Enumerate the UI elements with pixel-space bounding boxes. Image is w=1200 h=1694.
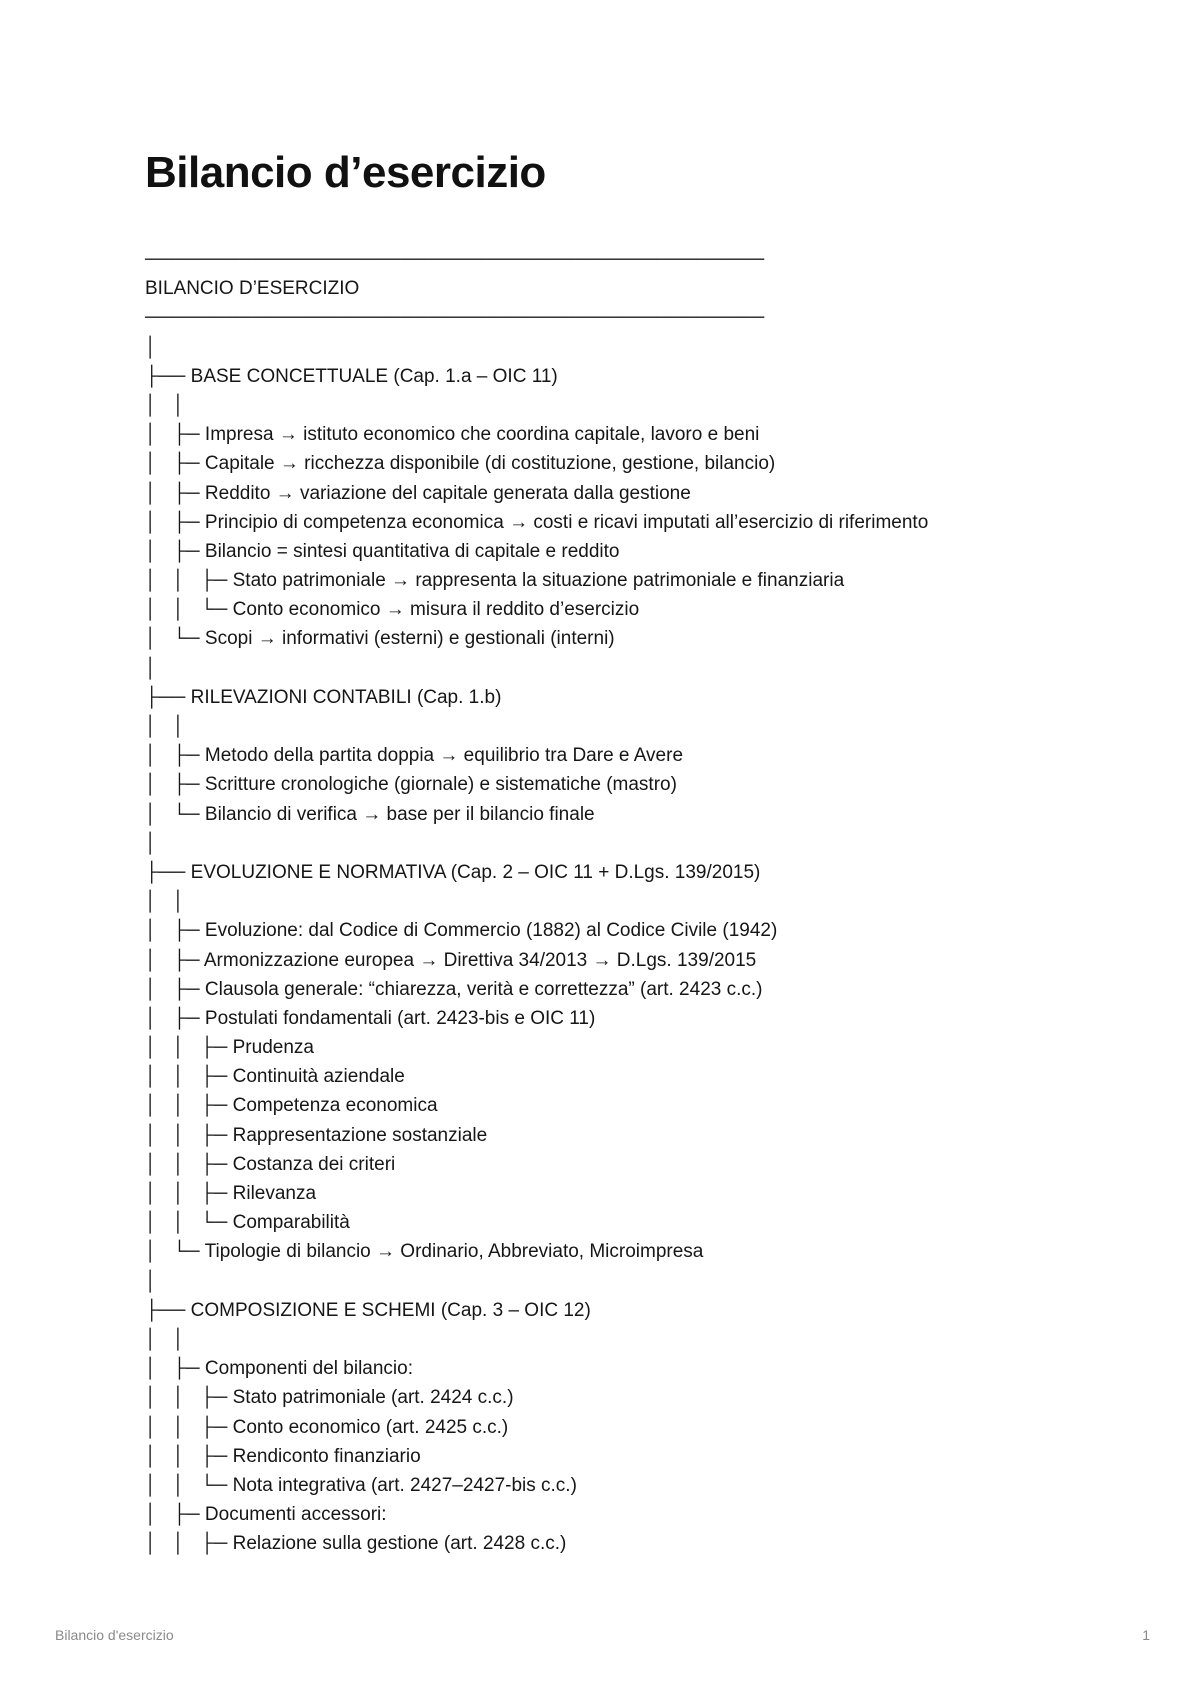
tree-line: │ │ ├─ Rilevanza (145, 1183, 317, 1204)
tree-line: │ ├─ Evoluzione: dal Codice di Commercio (1882) al Codice Civile (1942) (145, 920, 778, 942)
tree-line: │ └─ Tipologie di bilancio → Ordinario, Abbreviato, Microimpresa (145, 1241, 704, 1263)
tree-line: │ (145, 336, 157, 358)
tree-line: │ ├─ Bilancio = sintesi quantitativa di capitale e reddito (145, 540, 620, 562)
tree-line: │ ├─ Reddito → variazione del capitale generata dalla gestione (145, 482, 691, 504)
tree-line: │ │ (145, 394, 185, 416)
tree-line: │ (145, 832, 157, 854)
tree-line: BILANCIO D’ESERCIZIO (145, 278, 360, 300)
tree-line: ├── BASE CONCETTUALE (Cap. 1.a – OIC 11) (145, 365, 558, 387)
tree-line: ────────────────────────────────────────────── (145, 307, 765, 329)
tree-line: │ (145, 657, 157, 679)
tree-line: │ │ └─ Conto economico → misura il reddito d’esercizio (145, 599, 640, 621)
tree-line: │ │ ├─ Rendiconto finanziario (145, 1445, 421, 1467)
tree-line: │ │ ├─ Continuità aziendale (145, 1066, 405, 1088)
tree-line: │ ├─ Armonizzazione europea → Direttiva 34/2013 → D.Lgs. 139/2015 (145, 949, 757, 971)
concept-tree (145, 245, 1145, 1558)
tree-line: │ ├─ Principio di competenza economica → costi e ricavi imputati all’esercizio di riferimento (145, 511, 929, 533)
tree-line: │ │ ├─ Prudenza (145, 1037, 314, 1059)
page-title: Bilancio d’esercizio (145, 148, 546, 197)
tree-line: │ │ (145, 891, 185, 913)
tree-line: │ ├─ Componenti del bilancio: (145, 1358, 413, 1380)
tree-line: │ ├─ Documenti accessori: (145, 1504, 387, 1526)
tree-line: │ │ ├─ Costanza dei criteri (145, 1153, 396, 1175)
tree-line: │ └─ Scopi → informativi (esterni) e gestionali (interni) (145, 628, 615, 650)
tree-line: ├── RILEVAZIONI CONTABILI (Cap. 1.b) (145, 686, 502, 708)
tree-line: │ ├─ Capitale → ricchezza disponibile (di costituzione, gestione, bilancio) (145, 453, 776, 475)
tree-line: │ │ ├─ Stato patrimoniale (art. 2424 c.c.) (145, 1387, 514, 1409)
tree-line: │ │ ├─ Relazione sulla gestione (art. 2428 c.c.) (145, 1533, 567, 1555)
tree-line: │ ├─ Clausola generale: “chiarezza, verità e correttezza” (art. 2423 c.c.) (145, 978, 763, 1000)
tree-line: ├── EVOLUZIONE E NORMATIVA (Cap. 2 – OIC 11 + D.Lgs. 139/2015) (145, 861, 761, 883)
tree-line: │ │ (145, 1328, 185, 1350)
tree-line: │ └─ Bilancio di verifica → base per il bilancio finale (145, 803, 595, 825)
tree-line: │ │ └─ Nota integrativa (art. 2427–2427-bis c.c.) (145, 1474, 577, 1496)
footer-page-number: 1 (1142, 1627, 1150, 1643)
tree-line: ├── COMPOSIZIONE E SCHEMI (Cap. 3 – OIC 12) (145, 1299, 591, 1321)
tree-line: │ │ ├─ Conto economico (art. 2425 c.c.) (145, 1416, 509, 1438)
tree-line: │ ├─ Metodo della partita doppia → equilibrio tra Dare e Avere (145, 745, 684, 767)
tree-line: │ ├─ Scritture cronologiche (giornale) e sistematiche (mastro) (145, 774, 677, 796)
tree-line: │ │ ├─ Stato patrimoniale → rappresenta la situazione patrimoniale e finanziaria (145, 570, 845, 592)
tree-line: │ (145, 1270, 157, 1292)
tree-line: │ ├─ Impresa → istituto economico che coordina capitale, lavoro e beni (145, 424, 760, 446)
tree-line: │ ├─ Postulati fondamentali (art. 2423-bis e OIC 11) (145, 1007, 596, 1029)
footer-document-name: Bilancio d'esercizio (55, 1627, 174, 1643)
tree-line: │ │ (145, 716, 185, 737)
tree-line: │ │ ├─ Rappresentazione sostanziale (145, 1124, 488, 1146)
tree-line: │ │ ├─ Competenza economica (145, 1095, 438, 1117)
tree-line: │ │ └─ Comparabilità (145, 1212, 350, 1234)
tree-line: ────────────────────────────────────────────── (145, 249, 765, 270)
